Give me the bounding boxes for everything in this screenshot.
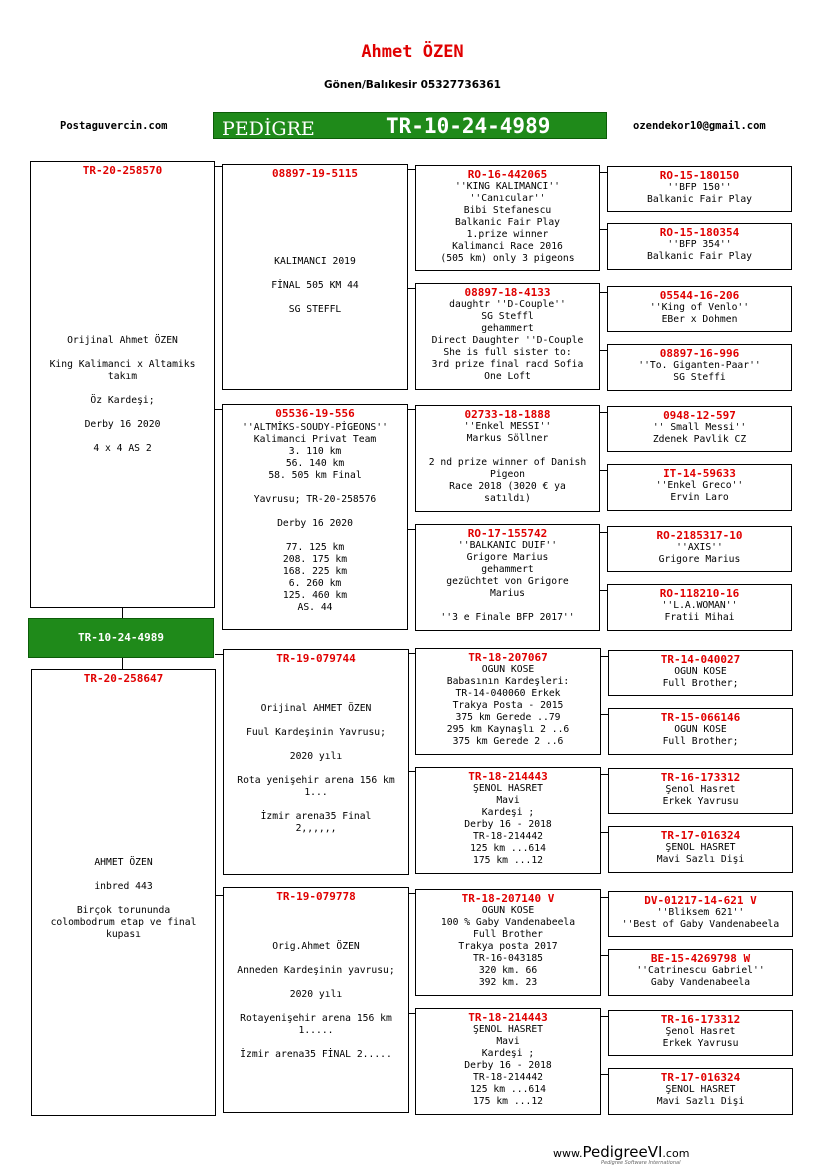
gg-grandparent-card[interactable] <box>607 223 792 270</box>
great-grandparent-card[interactable] <box>415 1008 601 1115</box>
pedigree-ring: RO-17-155742 <box>467 527 548 540</box>
email-link[interactable]: ozendekor10@gmail.com <box>633 120 766 132</box>
pedigree-notes: ''BALKANIC DUIF'' Grigore Marius gehammert gezüchtet von Grigore Marius ''3 e Finale BFP 2017'' <box>440 540 575 623</box>
pedigree-notes: ''KING KALIMANCI'' ''Canıcular'' Bibi Stefanescu Balkanic Fair Play 1.prize winner Kalimanci Race 2016 (505 km) only 3 pigeons <box>440 181 575 264</box>
grandsire-maternal-card[interactable] <box>223 649 409 875</box>
great-grandparent-card[interactable] <box>415 767 601 874</box>
pedigree-notes: ŞENOL HASRET Mavi Kardeşi ; Derby 16 - 2018 TR-18-214442 125 km ...614 175 km ...12 <box>464 1024 552 1107</box>
pedigree-notes: Orijinal AHMET ÖZEN Fuul Kardeşinin Yavrusu; 2020 yılı Rota yenişehir arena 156 km 1... İzmir arena35 Final 2,,,,,, <box>237 703 395 834</box>
pedigree-ring: TR-19-079744 <box>276 652 356 665</box>
gg-grandparent-card[interactable] <box>608 891 793 937</box>
banner-ring: TR-10-24-4989 <box>386 114 551 138</box>
sire-ring: TR-20-258570 <box>82 164 163 177</box>
pedigree-notes: ''Catrinescu Gabriel'' Gaby Vandenabeela <box>636 965 765 988</box>
pedigree-notes: OGUN KOSE 100 % Gaby Vandenabeela Full Brother Trakya posta 2017 TR-16-043185 320 km. 66 392 km. 23 <box>440 905 576 988</box>
gg-grandparent-card[interactable] <box>608 1068 793 1115</box>
great-grandparent-card[interactable] <box>415 524 600 631</box>
connector-line <box>600 955 608 956</box>
connector-line <box>600 714 608 715</box>
connector-line <box>600 1016 608 1017</box>
connector-line <box>600 832 608 833</box>
pedigree-ring: RO-15-180150 <box>659 169 740 182</box>
connector-line <box>214 409 222 410</box>
pedigree-ring: TR-14-040027 <box>660 653 741 666</box>
connector-line <box>122 607 123 618</box>
pedigree-notes: KALIMANCI 2019 FİNAL 505 KM 44 SG STEFFL <box>271 256 359 315</box>
gg-grandparent-card[interactable] <box>607 464 792 511</box>
pedigree-ring: RO-2185317-10 <box>656 529 743 542</box>
pedigree-ring: TR-16-173312 <box>660 771 741 784</box>
gg-grandparent-card[interactable] <box>608 1010 793 1056</box>
granddam-paternal-card[interactable] <box>222 404 408 630</box>
dam-notes: AHMET ÖZEN inbred 443 Birçok torununda colombodrum etap ve final kupası <box>50 857 197 940</box>
pedigree-notes: ŞENOL HASRET Mavi Sazlı Dişi <box>656 842 745 865</box>
connector-line <box>600 1074 608 1075</box>
great-grandparent-card[interactable] <box>415 648 601 755</box>
pedigree-ring: RO-15-180354 <box>659 226 740 239</box>
pedigree-notes: '' Small Messi'' Zdenek Pavlik CZ <box>652 422 747 445</box>
gg-grandparent-card[interactable] <box>608 826 793 873</box>
gg-grandparent-card[interactable] <box>608 650 793 696</box>
gg-grandparent-card[interactable] <box>608 768 793 814</box>
pedigree-notes: Şenol Hasret Erkek Yavrusu <box>662 784 739 807</box>
great-grandparent-card[interactable] <box>415 405 600 512</box>
gg-grandparent-card[interactable] <box>607 526 792 572</box>
pedigree-ring: TR-18-207067 <box>468 651 548 664</box>
banner-label: PEDİGRE <box>222 118 315 140</box>
pedigree-ring: 05536-19-556 <box>275 407 355 420</box>
pedigree-notes: ''BFP 354'' Balkanic Fair Play <box>647 239 752 262</box>
pedigree-notes: OGUN KOSE Full Brother; <box>662 724 739 747</box>
connector-line <box>214 166 222 167</box>
pedigree-notes: ''AXIS'' Grigore Marius <box>658 542 741 565</box>
pedigree-ring: TR-16-173312 <box>660 1013 741 1026</box>
pedigree-notes: ''Bliksem 621'' ''Best of Gaby Vandenabeela <box>621 907 780 930</box>
connector-line <box>215 654 223 655</box>
pedigree-notes: ŞENOL HASRET Mavi Sazlı Dişi <box>656 1084 745 1107</box>
granddam-maternal-card[interactable] <box>223 887 409 1113</box>
pedigree-ring: BE-15-4269798 W <box>650 952 751 965</box>
brand-prefix: www. <box>553 1147 583 1160</box>
pedigree-notes: ''ALTMİKS-SOUDY-PİGEONS'' Kalimanci Privat Team 3. 110 km 56. 140 km 58. 505 km Final Yavrusu; TR-20-258576 Derby 16 2020 77. 125 km 208. 175 km 168. 225 km 6. 260 km 125. 460 km AS. 44 <box>242 422 388 613</box>
pedigree-ring: TR-17-016324 <box>660 1071 741 1084</box>
great-grandparent-card[interactable] <box>415 283 600 390</box>
pedigree-banner <box>213 112 607 139</box>
connector-line <box>600 774 608 775</box>
pedigree-notes: Şenol Hasret Erkek Yavrusu <box>662 1026 739 1049</box>
connector-line <box>600 897 608 898</box>
pedigree-ring: 08897-18-4133 <box>464 286 551 299</box>
pedigree-ring: 02733-18-1888 <box>464 408 551 421</box>
great-grandparent-card[interactable] <box>415 889 601 996</box>
pedigree-notes: ''Enkel Greco'' Ervin Laro <box>655 480 744 503</box>
great-grandparent-card[interactable] <box>415 165 600 271</box>
page-title: Ahmet ÖZEN <box>361 42 464 62</box>
pedigree-ring: 0948-12-597 <box>663 409 736 422</box>
pedigree-notes: OGUN KOSE Babasının Kardeşleri: TR-14-040060 Erkek Trakya Posta - 2015 375 km Gerede ..79 295 km Kaynaşlı 2 ..6 375 km Gerede 2 ..6 <box>446 664 570 747</box>
dam-card[interactable] <box>31 669 216 1116</box>
gg-grandparent-card[interactable] <box>607 344 792 391</box>
pedigree-notes: OGUN KOSE Full Brother; <box>662 666 739 689</box>
gg-grandparent-card[interactable] <box>608 949 793 996</box>
sire-notes: Orijinal Ahmet ÖZEN King Kalimanci x Altamiks takım Öz Kardeşi; Derby 16 2020 4 x 4 AS 2 <box>49 335 196 454</box>
pedigree-notes: ''L.A.WOMAN'' Fratii Mihai <box>661 600 738 623</box>
pedigree-ring: DV-01217-14-621 V <box>644 894 757 907</box>
pedigree-ring: RO-16-442065 <box>467 168 548 181</box>
connector-line <box>215 895 223 896</box>
dam-ring: TR-20-258647 <box>83 672 164 685</box>
grandsire-paternal-card[interactable] <box>222 164 408 390</box>
pedigree-ring: 08897-19-5115 <box>271 167 359 180</box>
pedigree-ring: TR-15-066146 <box>660 711 741 724</box>
sire-card[interactable] <box>30 161 215 608</box>
gg-grandparent-card[interactable] <box>608 708 793 755</box>
pedigree-ring: IT-14-59633 <box>663 467 736 480</box>
pedigree-ring: RO-118210-16 <box>659 587 740 600</box>
brand-suffix: .com <box>662 1147 690 1160</box>
gg-grandparent-card[interactable] <box>607 584 792 631</box>
gg-grandparent-card[interactable] <box>607 286 792 332</box>
pedigree-ring: TR-19-079778 <box>276 890 356 903</box>
pedigree-notes: ''To. Giganten-Paar'' SG Steffi <box>638 360 761 383</box>
pedigree-notes: Orig.Ahmet ÖZEN Anneden Kardeşinin yavrusu; 2020 yılı Rotayenişehir arena 156 km 1..... İzmir arena35 FİNAL 2..... <box>237 941 395 1060</box>
pedigree-ring: 08897-16-996 <box>659 347 740 360</box>
subject-pigeon-ring: TR-10-24-4989 <box>28 618 214 658</box>
brand-name: PedigreeVI <box>582 1143 663 1161</box>
pedigree-ring: TR-18-207140 V <box>461 892 555 905</box>
pedigree-ring: TR-18-214443 <box>468 1011 548 1024</box>
gg-grandparent-card[interactable] <box>607 406 792 452</box>
website-link[interactable]: Postaguvercin.com <box>60 120 168 132</box>
pedigree-notes: daughtr ''D-Couple'' SG Steffl gehammert Direct Daughter ''D-Couple She is full sister to: 3rd prize final racd Sofia One Loft <box>431 299 584 382</box>
brand-tagline: Pedigree Software International <box>601 1160 681 1166</box>
pedigree-notes: ''BFP 150'' Balkanic Fair Play <box>647 182 752 205</box>
gg-grandparent-card[interactable] <box>607 166 792 212</box>
pedigree-notes: ''King of Venlo'' EBer x Dohmen <box>649 302 750 325</box>
pedigree-ring: TR-17-016324 <box>660 829 741 842</box>
pedigree-ring: 05544-16-206 <box>659 289 740 302</box>
pedigree-ring: TR-18-214443 <box>468 770 548 783</box>
connector-line <box>600 656 608 657</box>
pedigree-notes: ŞENOL HASRET Mavi Kardeşi ; Derby 16 - 2018 TR-18-214442 125 km ...614 175 km ...12 <box>464 783 552 866</box>
owner-location-phone: Gönen/Balıkesir 05327736361 <box>324 79 501 91</box>
footer-brand-logo <box>553 1143 690 1166</box>
pedigree-notes: ''Enkel MESSI'' Markus Söllner 2 nd prize winner of Danish Pigeon Race 2018 (3020 € ya satıldı) <box>428 421 587 504</box>
